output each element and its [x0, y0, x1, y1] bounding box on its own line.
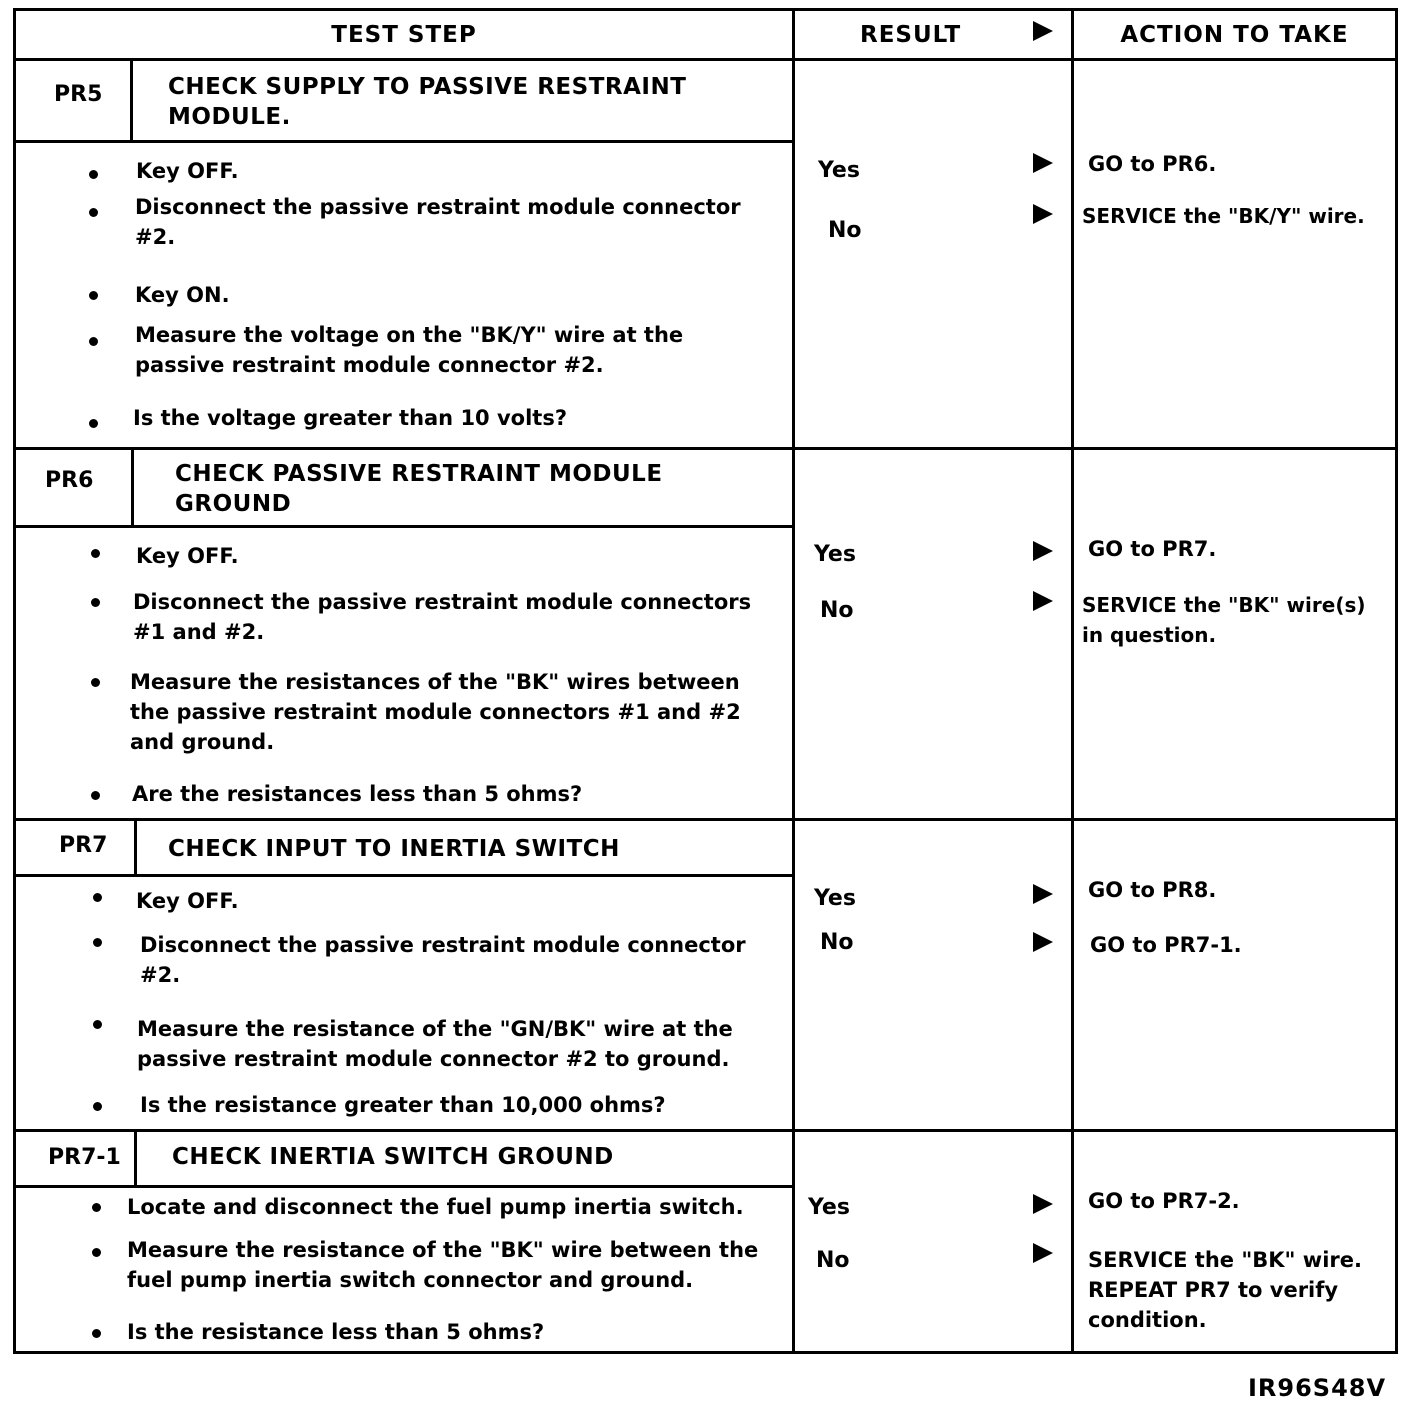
result-arrow-icon — [1033, 1194, 1053, 1214]
result-no: No — [820, 930, 854, 955]
step-id-pr6: PR6 — [45, 468, 94, 493]
step-bullet: Key OFF. — [136, 544, 239, 568]
bullet-icon — [91, 598, 100, 607]
column-divider-action — [1071, 8, 1074, 1354]
step-bullet: Is the resistance less than 5 ohms? — [127, 1320, 545, 1344]
result-arrow-icon — [1033, 1243, 1053, 1263]
header-test-step: TEST STEP — [331, 22, 477, 48]
bullet-icon — [93, 1020, 102, 1029]
bullet-icon — [89, 419, 98, 428]
action-text: GO to PR7-1. — [1090, 933, 1242, 957]
step-id-pr7: PR7 — [59, 833, 108, 858]
step-title-pr7-1: CHECK INERTIA SWITCH GROUND — [172, 1144, 614, 1170]
bullet-icon — [91, 791, 100, 800]
result-arrow-icon — [1033, 204, 1053, 224]
result-arrow-icon — [1033, 541, 1053, 561]
step-bullet: Locate and disconnect the fuel pump inertia switch. — [127, 1195, 744, 1219]
step-id-pr7-1: PR7-1 — [48, 1145, 121, 1170]
step-bullet: Measure the resistance of the "BK" wire between the fuel pump inertia switch connector and ground. — [127, 1238, 759, 1292]
bullet-icon — [89, 291, 98, 300]
pr5-id-divider — [130, 58, 133, 143]
header-action: ACTION TO TAKE — [1120, 22, 1349, 48]
result-arrow-icon — [1033, 591, 1053, 611]
result-arrow-icon — [1033, 932, 1053, 952]
action-text: GO to PR8. — [1088, 878, 1217, 902]
pr7-id-divider — [134, 818, 137, 877]
bullet-icon — [93, 1102, 102, 1111]
action-text: GO to PR7-2. — [1088, 1189, 1240, 1213]
result-no: No — [828, 218, 862, 243]
step-bullet: Is the voltage greater than 10 volts? — [133, 406, 568, 430]
action-text: SERVICE the "BK" wire. REPEAT PR7 to verify condition. — [1088, 1248, 1362, 1332]
table-left-border — [13, 8, 16, 1354]
header-result: RESULT — [860, 22, 962, 48]
result-yes: Yes — [818, 158, 860, 183]
action-text: GO to PR6. — [1088, 152, 1217, 176]
result-no: No — [820, 598, 854, 623]
step-id-pr5: PR5 — [54, 82, 103, 107]
header-bottom-rule — [13, 58, 1398, 61]
header-arrow-icon — [1033, 21, 1053, 41]
result-yes: Yes — [814, 542, 856, 567]
step-bullet: Measure the resistance of the "GN/BK" wire at the passive restraint module connector #2 to ground. — [137, 1017, 733, 1071]
step-bullet: Measure the resistances of the "BK" wires between the passive restraint module connectors #1 and #2 and ground. — [130, 670, 741, 754]
result-yes: Yes — [808, 1195, 850, 1220]
pr7-1-title-rule — [13, 1185, 792, 1188]
table-bottom-border — [15, 1351, 1398, 1354]
pr6-title-rule — [13, 525, 792, 528]
bullet-icon — [92, 1329, 101, 1338]
bullet-icon — [91, 549, 100, 558]
step-bullet: Disconnect the passive restraint module connector #2. — [135, 195, 741, 249]
step-title-pr7: CHECK INPUT TO INERTIA SWITCH — [168, 836, 620, 862]
row-divider-pr7 — [13, 818, 1398, 821]
row-divider-pr7-1 — [13, 1129, 1398, 1132]
bullet-icon — [91, 678, 100, 687]
bullet-icon — [92, 1203, 101, 1212]
column-divider-result — [792, 8, 795, 1354]
step-bullet: Key OFF. — [136, 889, 239, 913]
figure-id: IR96S48V — [1248, 1374, 1387, 1402]
pr6-id-divider — [131, 447, 134, 528]
bullet-icon — [92, 1248, 101, 1257]
step-bullet: Are the resistances less than 5 ohms? — [132, 782, 583, 806]
action-text: GO to PR7. — [1088, 537, 1217, 561]
table-top-border — [13, 8, 1398, 11]
step-bullet: Disconnect the passive restraint module connector #2. — [140, 933, 746, 987]
pr7-title-rule — [13, 874, 792, 877]
action-text: SERVICE the "BK" wire(s) in question. — [1082, 593, 1366, 647]
bullet-icon — [89, 208, 98, 217]
bullet-icon — [89, 337, 98, 346]
bullet-icon — [93, 893, 102, 902]
result-yes: Yes — [814, 886, 856, 911]
step-bullet: Disconnect the passive restraint module connectors #1 and #2. — [133, 590, 752, 644]
result-arrow-icon — [1033, 153, 1053, 173]
step-title-pr5: CHECK SUPPLY TO PASSIVE RESTRAINT MODULE. — [168, 74, 687, 130]
bullet-icon — [89, 170, 98, 179]
result-arrow-icon — [1033, 884, 1053, 904]
bullet-icon — [93, 938, 102, 947]
pr7-1-id-divider — [134, 1129, 137, 1188]
row-divider-pr6 — [13, 447, 1398, 450]
step-bullet: Key OFF. — [136, 159, 239, 183]
step-bullet: Measure the voltage on the "BK/Y" wire at the passive restraint module connector #2. — [135, 323, 684, 377]
table-right-border — [1395, 8, 1398, 1354]
step-bullet: Key ON. — [135, 283, 230, 307]
step-title-pr6: CHECK PASSIVE RESTRAINT MODULE GROUND — [175, 461, 663, 517]
result-no: No — [816, 1248, 850, 1273]
action-text: SERVICE the "BK/Y" wire. — [1082, 204, 1365, 228]
step-bullet: Is the resistance greater than 10,000 ohms? — [140, 1093, 666, 1117]
